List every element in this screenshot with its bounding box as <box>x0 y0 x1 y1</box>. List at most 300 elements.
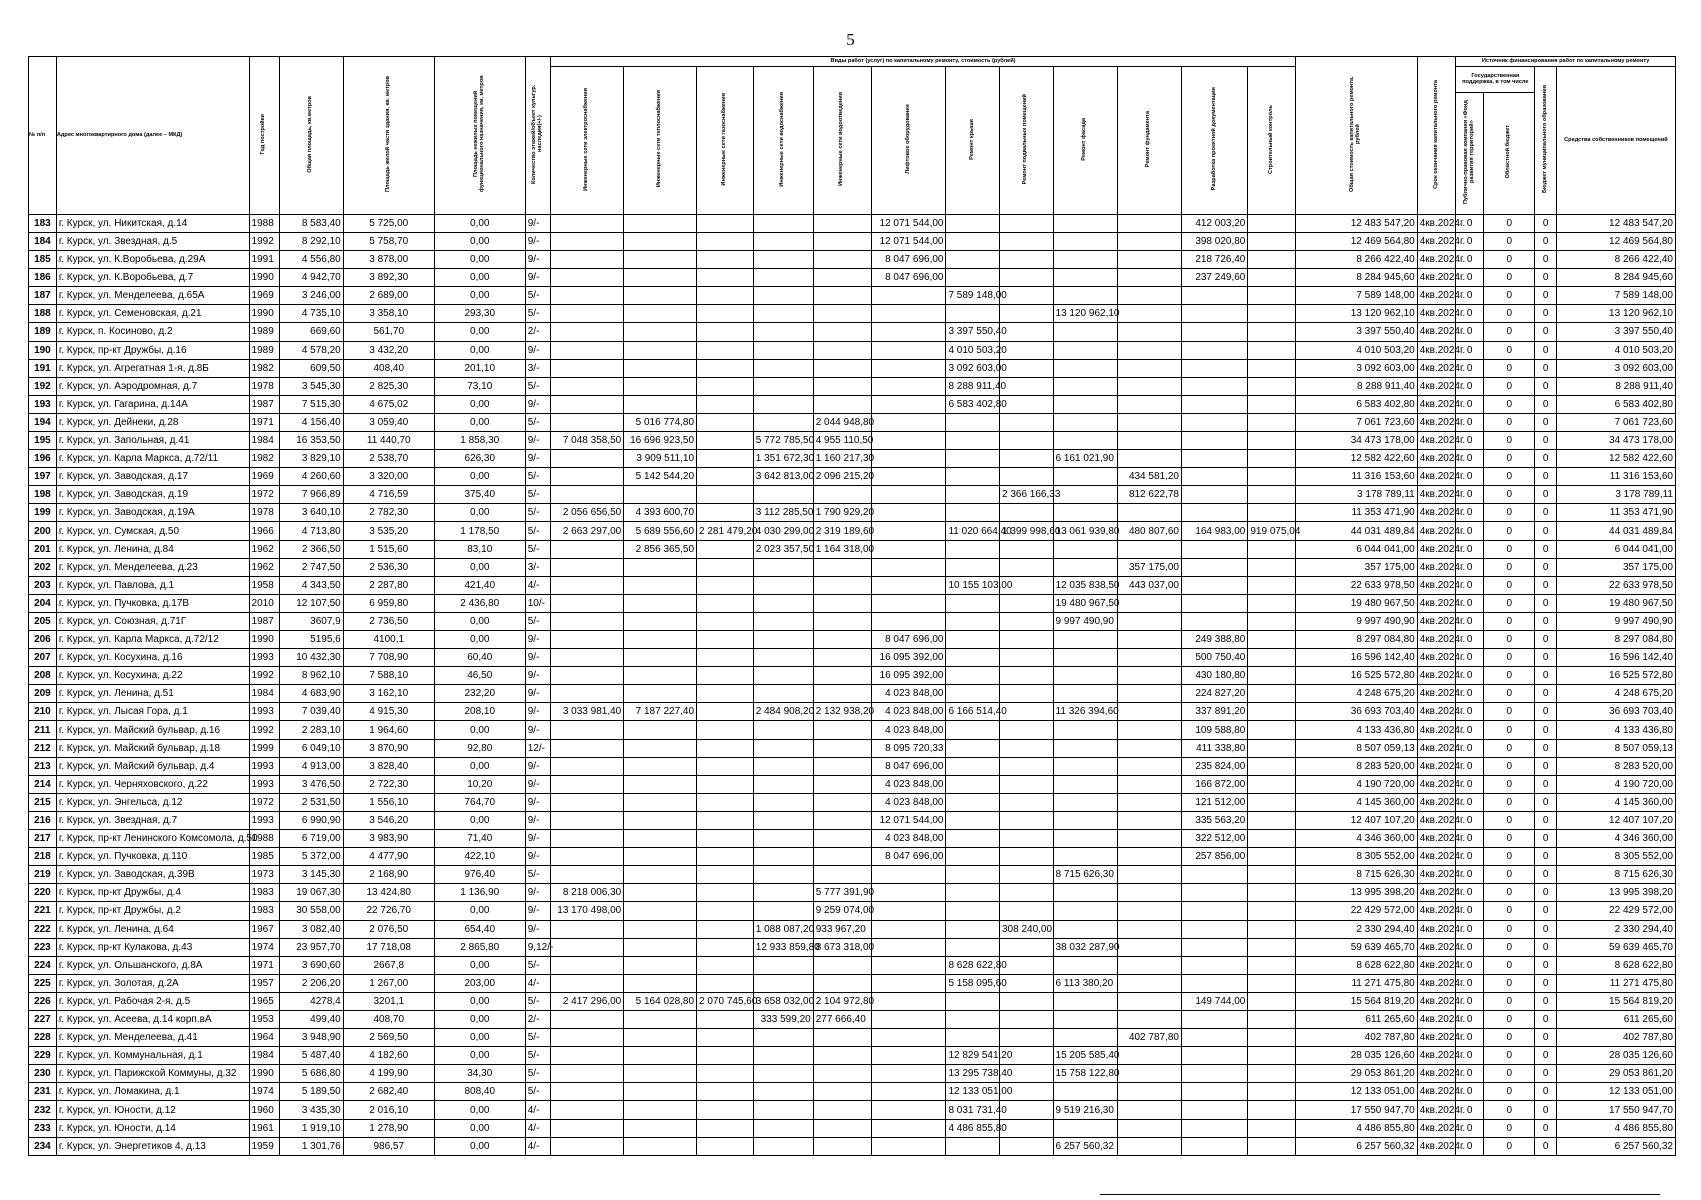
row-term: 4кв.2024г. <box>1417 1119 1456 1137</box>
row-regional: 0 <box>1484 1119 1535 1137</box>
row-work-4 <box>813 1083 871 1101</box>
row-work-4 <box>813 1119 871 1137</box>
row-work-4 <box>813 214 871 232</box>
row-work-5 <box>871 956 946 974</box>
row-work-3: 3 642 813,00 <box>753 468 813 486</box>
row-total-cost: 4 133 436,80 <box>1295 721 1417 739</box>
row-address: г. Курск, ул. Ольшанского, д.8А <box>56 956 249 974</box>
row-work-0 <box>551 287 624 305</box>
row-work-8 <box>1053 902 1117 920</box>
row-work-1 <box>624 1101 697 1119</box>
row-work-1 <box>624 866 697 884</box>
row-work-9 <box>1117 287 1181 305</box>
row-living-area: 4 716,59 <box>343 486 434 504</box>
row-work-9 <box>1117 1101 1181 1119</box>
row-total-area: 3 690,60 <box>279 956 343 974</box>
row-owners: 6 044 041,00 <box>1556 540 1675 558</box>
row-work-9 <box>1117 956 1181 974</box>
table-row <box>29 1101 1676 1119</box>
row-work-2 <box>697 594 754 612</box>
row-work-8 <box>1053 341 1117 359</box>
row-fund: 0 <box>1456 703 1484 721</box>
row-work-8 <box>1053 757 1117 775</box>
row-municipal: 0 <box>1535 287 1556 305</box>
row-nonliving-area: 2 865,80 <box>434 938 525 956</box>
row-municipal: 0 <box>1535 1137 1556 1155</box>
row-work-9 <box>1117 1137 1181 1155</box>
row-total-area: 3 145,30 <box>279 866 343 884</box>
row-work-1 <box>624 486 697 504</box>
row-owners: 12 133 051,00 <box>1556 1083 1675 1101</box>
row-work-2 <box>697 504 754 522</box>
row-floors: 9/- <box>525 269 551 287</box>
row-fund: 0 <box>1456 775 1484 793</box>
row-year: 1974 <box>249 1083 279 1101</box>
row-work-5 <box>871 558 946 576</box>
row-year: 1992 <box>249 232 279 250</box>
row-work-1 <box>624 305 697 323</box>
row-work-3 <box>753 884 813 902</box>
row-living-area: 1 515,60 <box>343 540 434 558</box>
row-floors: 5/- <box>525 287 551 305</box>
row-work-4 <box>813 974 871 992</box>
row-work-7 <box>1000 956 1054 974</box>
row-term: 4кв.2024г. <box>1417 341 1456 359</box>
row-floors: 5/- <box>525 377 551 395</box>
row-address: г. Курск, пр-кт Ленинского Комсомола, д.50 <box>56 830 249 848</box>
row-address: г. Курск, ул. Золотая, д.2А <box>56 974 249 992</box>
row-regional: 0 <box>1484 359 1535 377</box>
row-work-8 <box>1053 377 1117 395</box>
row-term: 4кв.2024г. <box>1417 757 1456 775</box>
row-floors: 5/- <box>525 305 551 323</box>
table-row <box>29 305 1676 323</box>
row-work-5: 12 071 544,00 <box>871 232 946 250</box>
row-floors: 5/- <box>525 1083 551 1101</box>
row-term: 4кв.2024г. <box>1417 649 1456 667</box>
row-nonliving-area: 92,80 <box>434 739 525 757</box>
row-owners: 4 145 360,00 <box>1556 793 1675 811</box>
row-floors: 5/- <box>525 956 551 974</box>
row-work-4 <box>813 269 871 287</box>
row-work-1 <box>624 269 697 287</box>
row-work-3: 3 112 285,50 <box>753 504 813 522</box>
table-row <box>29 884 1676 902</box>
row-fund: 0 <box>1456 631 1484 649</box>
header-address: Адрес многоквартирного дома (далее – МКД) <box>56 57 249 215</box>
row-work-11 <box>1248 594 1295 612</box>
row-total-area: 499,40 <box>279 1010 343 1028</box>
row-living-area: 3 358,10 <box>343 305 434 323</box>
row-work-1 <box>624 1029 697 1047</box>
row-total-cost: 8 266 422,40 <box>1295 251 1417 269</box>
row-address: г. Курск, ул. Никитская, д.14 <box>56 214 249 232</box>
row-nonliving-area: 0,00 <box>434 631 525 649</box>
row-number: 202 <box>29 558 57 576</box>
row-work-9 <box>1117 703 1181 721</box>
row-fund: 0 <box>1456 214 1484 232</box>
row-fund: 0 <box>1456 232 1484 250</box>
row-number: 193 <box>29 395 57 413</box>
row-work-3: 1 351 672,30 <box>753 450 813 468</box>
row-number: 229 <box>29 1047 57 1065</box>
row-living-area: 2 016,10 <box>343 1101 434 1119</box>
row-work-2 <box>697 902 754 920</box>
row-work-4 <box>813 721 871 739</box>
table-row <box>29 920 1676 938</box>
row-nonliving-area: 626,30 <box>434 450 525 468</box>
row-number: 184 <box>29 232 57 250</box>
row-work-9 <box>1117 811 1181 829</box>
row-work-8 <box>1053 468 1117 486</box>
row-municipal: 0 <box>1535 431 1556 449</box>
row-total-cost: 9 997 490,90 <box>1295 612 1417 630</box>
row-work-0: 3 033 981,40 <box>551 703 624 721</box>
row-work-0 <box>551 631 624 649</box>
row-work-7 <box>1000 359 1054 377</box>
row-regional: 0 <box>1484 251 1535 269</box>
row-work-1 <box>624 232 697 250</box>
row-work-1: 5 016 774,80 <box>624 413 697 431</box>
row-work-10 <box>1182 1137 1248 1155</box>
row-work-0 <box>551 739 624 757</box>
row-fund: 0 <box>1456 1137 1484 1155</box>
row-work-1 <box>624 1083 697 1101</box>
row-fund: 0 <box>1456 413 1484 431</box>
row-work-9 <box>1117 1047 1181 1065</box>
row-work-2 <box>697 920 754 938</box>
header-regional: Областной бюджет <box>1484 93 1535 215</box>
row-work-1 <box>624 1137 697 1155</box>
row-work-1 <box>624 594 697 612</box>
row-fund: 0 <box>1456 1029 1484 1047</box>
row-work-11 <box>1248 269 1295 287</box>
row-address: г. Курск, ул. Менделеева, д.23 <box>56 558 249 576</box>
row-work-1: 5 689 556,60 <box>624 522 697 540</box>
row-total-cost: 6 044 041,00 <box>1295 540 1417 558</box>
row-total-cost: 13 120 962,10 <box>1295 305 1417 323</box>
row-work-9 <box>1117 323 1181 341</box>
row-work-1: 2 856 365,50 <box>624 540 697 558</box>
row-work-2 <box>697 540 754 558</box>
row-total-cost: 4 248 675,20 <box>1295 685 1417 703</box>
row-work-8 <box>1053 214 1117 232</box>
row-work-10: 398 020,80 <box>1182 232 1248 250</box>
table-row <box>29 956 1676 974</box>
row-work-7: 308 240,00 <box>1000 920 1054 938</box>
row-living-area: 7 708,90 <box>343 649 434 667</box>
row-nonliving-area: 0,00 <box>434 232 525 250</box>
row-work-0 <box>551 468 624 486</box>
row-work-11 <box>1248 323 1295 341</box>
row-work-7 <box>1000 649 1054 667</box>
row-work-3 <box>753 1101 813 1119</box>
row-work-2 <box>697 667 754 685</box>
row-regional: 0 <box>1484 938 1535 956</box>
row-owners: 12 407 107,20 <box>1556 811 1675 829</box>
header-work-design: Разработка проектной документации <box>1182 67 1248 215</box>
row-total-cost: 28 035 126,60 <box>1295 1047 1417 1065</box>
table-row <box>29 992 1676 1010</box>
row-work-0 <box>551 1065 624 1083</box>
row-address: г. Курск, ул. Семеновская, д.21 <box>56 305 249 323</box>
row-fund: 0 <box>1456 359 1484 377</box>
row-total-area: 4 578,20 <box>279 341 343 359</box>
row-work-0 <box>551 395 624 413</box>
table-row <box>29 232 1676 250</box>
row-living-area: 4100,1 <box>343 631 434 649</box>
row-work-0 <box>551 811 624 829</box>
row-total-cost: 17 550 947,70 <box>1295 1101 1417 1119</box>
row-work-0 <box>551 612 624 630</box>
row-number: 203 <box>29 576 57 594</box>
row-work-5 <box>871 359 946 377</box>
row-year: 1992 <box>249 667 279 685</box>
row-work-0 <box>551 413 624 431</box>
row-work-11 <box>1248 667 1295 685</box>
row-address: г. Курск, ул. Майский бульвар, д.16 <box>56 721 249 739</box>
row-work-8: 15 758 122,80 <box>1053 1065 1117 1083</box>
row-work-8: 19 480 967,50 <box>1053 594 1117 612</box>
row-number: 186 <box>29 269 57 287</box>
row-work-11 <box>1248 793 1295 811</box>
row-work-8 <box>1053 739 1117 757</box>
row-work-11 <box>1248 612 1295 630</box>
row-work-10 <box>1182 1101 1248 1119</box>
row-total-area: 3 829,10 <box>279 450 343 468</box>
row-work-3 <box>753 757 813 775</box>
row-fund: 0 <box>1456 522 1484 540</box>
row-work-9: 443 037,00 <box>1117 576 1181 594</box>
row-work-8 <box>1053 287 1117 305</box>
row-work-5 <box>871 938 946 956</box>
row-floors: 9/- <box>525 902 551 920</box>
row-work-6 <box>946 594 1000 612</box>
row-work-0 <box>551 1137 624 1155</box>
row-work-6 <box>946 992 1000 1010</box>
row-work-10: 500 750,40 <box>1182 649 1248 667</box>
row-floors: 9/- <box>525 811 551 829</box>
row-living-area: 1 556,10 <box>343 793 434 811</box>
row-work-2 <box>697 576 754 594</box>
row-regional: 0 <box>1484 576 1535 594</box>
row-work-8 <box>1053 486 1117 504</box>
row-regional: 0 <box>1484 631 1535 649</box>
row-total-cost: 7 061 723,60 <box>1295 413 1417 431</box>
row-work-9 <box>1117 830 1181 848</box>
row-work-0 <box>551 558 624 576</box>
row-work-3 <box>753 667 813 685</box>
row-work-1 <box>624 685 697 703</box>
row-work-0 <box>551 1119 624 1137</box>
row-regional: 0 <box>1484 1065 1535 1083</box>
table-row <box>29 649 1676 667</box>
row-nonliving-area: 203,00 <box>434 974 525 992</box>
row-work-8 <box>1053 232 1117 250</box>
row-term: 4кв.2024г. <box>1417 830 1456 848</box>
row-work-7 <box>1000 377 1054 395</box>
row-work-0: 8 218 006,30 <box>551 884 624 902</box>
row-work-2 <box>697 848 754 866</box>
row-year: 1971 <box>249 956 279 974</box>
row-work-2 <box>697 1083 754 1101</box>
row-work-3 <box>753 612 813 630</box>
row-work-3 <box>753 1047 813 1065</box>
row-total-cost: 13 995 398,20 <box>1295 884 1417 902</box>
row-work-11 <box>1248 757 1295 775</box>
row-work-11 <box>1248 1119 1295 1137</box>
row-owners: 16 596 142,40 <box>1556 649 1675 667</box>
row-work-6 <box>946 631 1000 649</box>
row-year: 1991 <box>249 251 279 269</box>
row-nonliving-area: 2 436,80 <box>434 594 525 612</box>
row-fund: 0 <box>1456 793 1484 811</box>
row-living-area: 3 870,90 <box>343 739 434 757</box>
row-work-5: 4 023 848,00 <box>871 830 946 848</box>
row-total-area: 3 948,90 <box>279 1029 343 1047</box>
row-nonliving-area: 0,00 <box>434 323 525 341</box>
row-work-9 <box>1117 866 1181 884</box>
row-total-cost: 611 265,60 <box>1295 1010 1417 1028</box>
row-work-3: 4 030 299,00 <box>753 522 813 540</box>
row-number: 197 <box>29 468 57 486</box>
row-work-6 <box>946 938 1000 956</box>
row-work-7 <box>1000 884 1054 902</box>
row-work-9 <box>1117 431 1181 449</box>
row-work-2 <box>697 938 754 956</box>
row-work-11 <box>1248 721 1295 739</box>
row-work-1 <box>624 1010 697 1028</box>
row-municipal: 0 <box>1535 486 1556 504</box>
table-row <box>29 269 1676 287</box>
row-living-area: 2 682,40 <box>343 1083 434 1101</box>
row-work-6 <box>946 757 1000 775</box>
row-address: г. Курск, ул. Майский бульвар, д.4 <box>56 757 249 775</box>
row-year: 1990 <box>249 631 279 649</box>
row-work-8 <box>1053 631 1117 649</box>
row-term: 4кв.2024г. <box>1417 305 1456 323</box>
row-nonliving-area: 0,00 <box>434 612 525 630</box>
row-number: 226 <box>29 992 57 1010</box>
row-nonliving-area: 0,00 <box>434 468 525 486</box>
row-work-7 <box>1000 703 1054 721</box>
table-row <box>29 848 1676 866</box>
row-work-8 <box>1053 793 1117 811</box>
row-total-cost: 16 525 572,80 <box>1295 667 1417 685</box>
row-regional: 0 <box>1484 540 1535 558</box>
row-total-area: 6 049,10 <box>279 739 343 757</box>
table-row <box>29 251 1676 269</box>
row-fund: 0 <box>1456 431 1484 449</box>
table-row <box>29 341 1676 359</box>
row-work-7 <box>1000 468 1054 486</box>
row-nonliving-area: 0,00 <box>434 1010 525 1028</box>
row-regional: 0 <box>1484 431 1535 449</box>
row-work-7 <box>1000 612 1054 630</box>
capital-repair-table <box>28 56 1676 1156</box>
row-work-4: 2 132 938,20 <box>813 703 871 721</box>
row-work-0 <box>551 341 624 359</box>
row-regional: 0 <box>1484 703 1535 721</box>
row-work-4 <box>813 287 871 305</box>
row-work-2 <box>697 1047 754 1065</box>
row-work-1 <box>624 576 697 594</box>
row-work-2 <box>697 685 754 703</box>
row-number: 217 <box>29 830 57 848</box>
row-total-cost: 8 305 552,00 <box>1295 848 1417 866</box>
row-nonliving-area: 0,00 <box>434 251 525 269</box>
row-municipal: 0 <box>1535 811 1556 829</box>
row-work-7: 1 399 998,60 <box>1000 522 1054 540</box>
row-owners: 4 133 436,80 <box>1556 721 1675 739</box>
row-term: 4кв.2024г. <box>1417 540 1456 558</box>
row-address: г. Курск, ул. Аэродромная, д.7 <box>56 377 249 395</box>
row-total-cost: 15 564 819,20 <box>1295 992 1417 1010</box>
header-work-elevator: Лифтовое оборудование <box>871 67 946 215</box>
row-fund: 0 <box>1456 377 1484 395</box>
row-total-cost: 6 583 402,80 <box>1295 395 1417 413</box>
row-work-6 <box>946 811 1000 829</box>
row-term: 4кв.2024г. <box>1417 468 1456 486</box>
row-total-area: 2 206,20 <box>279 974 343 992</box>
row-fund: 0 <box>1456 1083 1484 1101</box>
row-owners: 4 248 675,20 <box>1556 685 1675 703</box>
row-year: 1984 <box>249 431 279 449</box>
row-regional: 0 <box>1484 811 1535 829</box>
row-address: г. Курск, ул. Павлова, д.1 <box>56 576 249 594</box>
row-work-10 <box>1182 305 1248 323</box>
row-term: 4кв.2024г. <box>1417 848 1456 866</box>
row-term: 4кв.2024г. <box>1417 685 1456 703</box>
row-work-2 <box>697 811 754 829</box>
row-work-5 <box>871 287 946 305</box>
row-term: 4кв.2024г. <box>1417 920 1456 938</box>
row-work-4 <box>813 377 871 395</box>
row-address: г. Курск, ул. Союзная, д.71Г <box>56 612 249 630</box>
row-work-7 <box>1000 395 1054 413</box>
row-work-7 <box>1000 902 1054 920</box>
row-total-area: 16 353,50 <box>279 431 343 449</box>
row-work-7 <box>1000 848 1054 866</box>
row-year: 1967 <box>249 920 279 938</box>
row-work-3 <box>753 486 813 504</box>
row-address: г. Курск, п. Косиново, д.2 <box>56 323 249 341</box>
row-owners: 3 178 789,11 <box>1556 486 1675 504</box>
row-living-area: 3 059,40 <box>343 413 434 431</box>
row-total-cost: 12 582 422,60 <box>1295 450 1417 468</box>
row-work-9 <box>1117 974 1181 992</box>
row-year: 1957 <box>249 974 279 992</box>
row-number: 200 <box>29 522 57 540</box>
row-work-2 <box>697 269 754 287</box>
row-work-4 <box>813 1029 871 1047</box>
row-fund: 0 <box>1456 739 1484 757</box>
header-floors: Количество этажей/объект культур. наследия(+/-) <box>525 57 551 215</box>
row-year: 1953 <box>249 1010 279 1028</box>
header-works-group: Виды работ (услуг) по капитальному ремонту, стоимость (рублей) <box>551 57 1295 67</box>
row-work-0 <box>551 323 624 341</box>
row-work-9 <box>1117 938 1181 956</box>
row-address: г. Курск, ул. Черняховского, д.22 <box>56 775 249 793</box>
row-work-11 <box>1248 775 1295 793</box>
row-work-2 <box>697 305 754 323</box>
row-year: 1965 <box>249 992 279 1010</box>
row-total-area: 4 713,80 <box>279 522 343 540</box>
row-municipal: 0 <box>1535 1101 1556 1119</box>
row-nonliving-area: 60,40 <box>434 649 525 667</box>
row-number: 187 <box>29 287 57 305</box>
row-total-area: 3 640,10 <box>279 504 343 522</box>
